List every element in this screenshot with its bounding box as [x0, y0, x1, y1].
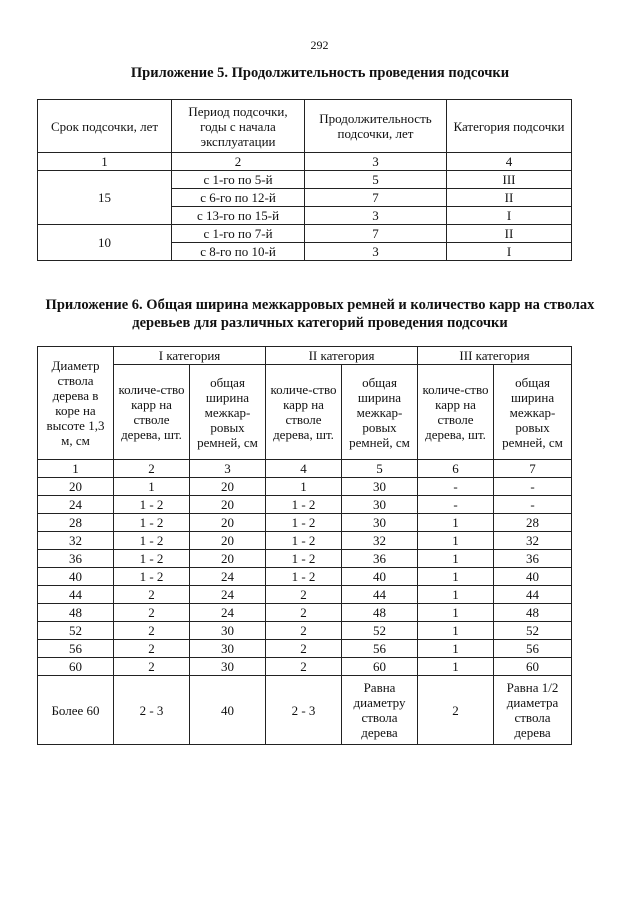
table-cell: 52: [342, 622, 418, 640]
table-row: [38, 171, 572, 189]
table-cell: 52: [38, 622, 114, 640]
table-cell: 36: [494, 550, 572, 568]
table-cell: 1: [418, 586, 494, 604]
table-cell: 1: [418, 550, 494, 568]
appendix6-title: Приложение 6. Общая ширина межкарровых ремней и количество карр на стволах деревьев для различных категорий проведения подсочки: [45, 297, 595, 331]
column-number: 1: [38, 460, 114, 478]
table-row: [38, 658, 572, 676]
term-cell: 10: [38, 225, 172, 261]
table-cell: 30: [190, 658, 266, 676]
table-cell: 2: [114, 658, 190, 676]
category-header: II категория: [266, 347, 418, 365]
count-subheader: количе-ство карр на стволе дерева, шт.: [114, 365, 190, 460]
column-number: 3: [305, 153, 447, 171]
table-cell: 2: [418, 676, 494, 745]
belt-width-table: [37, 346, 572, 745]
table-cell: 24: [38, 496, 114, 514]
table-cell: 1 - 2: [114, 514, 190, 532]
table-cell: 30: [342, 478, 418, 496]
table-cell: 44: [38, 586, 114, 604]
table-cell: 1: [114, 478, 190, 496]
duration-cell: 5: [305, 171, 447, 189]
term-cell: 15: [38, 171, 172, 225]
table-cell: 32: [38, 532, 114, 550]
table-row: [38, 622, 572, 640]
column-number: 1: [38, 153, 172, 171]
table-cell: 32: [494, 532, 572, 550]
table-cell: 2: [114, 586, 190, 604]
table-cell: 1: [418, 622, 494, 640]
table-cell: 40: [38, 568, 114, 586]
column-number: 7: [494, 460, 572, 478]
table-cell: 1: [266, 478, 342, 496]
table-cell: 20: [190, 514, 266, 532]
table-cell: 30: [342, 514, 418, 532]
table-row: [38, 514, 572, 532]
column-number: 6: [418, 460, 494, 478]
table-row: [38, 532, 572, 550]
width-subheader: общая ширина межкар-ровых ремней, см: [494, 365, 572, 460]
table-cell: 24: [190, 586, 266, 604]
table-cell: 30: [190, 622, 266, 640]
table-cell: 1: [418, 640, 494, 658]
table-cell: 2: [114, 604, 190, 622]
table-cell: 32: [342, 532, 418, 550]
table-cell: 40: [342, 568, 418, 586]
table-cell: 40: [494, 568, 572, 586]
period-cell: с 1-го по 7-й: [172, 225, 305, 243]
period-cell: с 8-го по 10-й: [172, 243, 305, 261]
period-cell: с 1-го по 5-й: [172, 171, 305, 189]
table-cell: 56: [38, 640, 114, 658]
table-cell: 1 - 2: [266, 532, 342, 550]
table-cell: 1: [418, 604, 494, 622]
table-cell: 2: [266, 604, 342, 622]
duration-cell: 3: [305, 243, 447, 261]
table-cell: 40: [190, 676, 266, 745]
count-subheader: количе-ство карр на стволе дерева, шт.: [266, 365, 342, 460]
period-cell: с 6-го по 12-й: [172, 189, 305, 207]
table-cell: 60: [342, 658, 418, 676]
header-cell: Период подсочки, годы с начала эксплуатации: [172, 100, 305, 153]
table-row: [38, 604, 572, 622]
column-number: 3: [190, 460, 266, 478]
category-cell: II: [447, 189, 572, 207]
table-cell: 60: [494, 658, 572, 676]
period-cell: с 13-го по 15-й: [172, 207, 305, 225]
table-row: [38, 225, 572, 243]
table-cell: Равна 1/2 диаметра ствола дерева: [494, 676, 572, 745]
table-cell: 60: [38, 658, 114, 676]
table-cell: 1 - 2: [266, 496, 342, 514]
table-cell: 1 - 2: [266, 514, 342, 532]
table-row: [38, 478, 572, 496]
table-cell: 28: [38, 514, 114, 532]
table-cell: 1 - 2: [114, 550, 190, 568]
table-cell: 20: [38, 478, 114, 496]
page-number: 292: [310, 38, 329, 52]
duration-table: [37, 99, 572, 261]
table-cell: 30: [342, 496, 418, 514]
table-cell: 1 - 2: [114, 568, 190, 586]
table-row: [38, 640, 572, 658]
table-row: [38, 586, 572, 604]
header-cell: Срок подсочки, лет: [38, 100, 172, 153]
table-cell: -: [494, 478, 572, 496]
width-subheader: общая ширина межкар-ровых ремней, см: [342, 365, 418, 460]
table-cell: 2 - 3: [114, 676, 190, 745]
table-cell: 28: [494, 514, 572, 532]
column-number: 5: [342, 460, 418, 478]
column-number: 4: [266, 460, 342, 478]
table-cell: 20: [190, 496, 266, 514]
table-cell: 20: [190, 550, 266, 568]
table-cell: 2: [266, 640, 342, 658]
table-cell: 52: [494, 622, 572, 640]
table-cell: 2: [266, 586, 342, 604]
duration-cell: 3: [305, 207, 447, 225]
width-subheader: общая ширина межкар-ровых ремней, см: [190, 365, 266, 460]
table-row: [38, 568, 572, 586]
table-cell: Равна диаметру ствола дерева: [342, 676, 418, 745]
table-cell: 2: [266, 658, 342, 676]
table-cell: 56: [494, 640, 572, 658]
table-cell: 2: [114, 622, 190, 640]
table-cell: 1: [418, 514, 494, 532]
duration-cell: 7: [305, 225, 447, 243]
category-header: I категория: [114, 347, 266, 365]
table-cell: 1: [418, 568, 494, 586]
header-cell: Категория подсочки: [447, 100, 572, 153]
table-cell: 36: [38, 550, 114, 568]
table-cell: 2: [266, 622, 342, 640]
table-cell: 24: [190, 568, 266, 586]
column-number: 2: [172, 153, 305, 171]
table-cell: -: [418, 496, 494, 514]
table-cell: 1 - 2: [114, 532, 190, 550]
table-row-last: [38, 676, 572, 745]
category-cell: II: [447, 225, 572, 243]
appendix5-title: Приложение 5. Продолжительность проведения подсочки: [130, 65, 510, 81]
table-cell: 20: [190, 532, 266, 550]
table-cell: Более 60: [38, 676, 114, 745]
table-row: [38, 550, 572, 568]
category-cell: I: [447, 243, 572, 261]
category-cell: I: [447, 207, 572, 225]
table-cell: 1 - 2: [266, 550, 342, 568]
table-cell: 24: [190, 604, 266, 622]
table-cell: 48: [38, 604, 114, 622]
table-cell: 1: [418, 532, 494, 550]
table-cell: -: [494, 496, 572, 514]
subheader-row: [38, 365, 572, 460]
diameter-header: Диаметр ствола дерева в коре на высоте 1,3 м, см: [38, 347, 114, 460]
category-header-row: [38, 347, 572, 365]
table-cell: 1 - 2: [114, 496, 190, 514]
header-row: [38, 100, 572, 153]
table-cell: -: [418, 478, 494, 496]
table-cell: 20: [190, 478, 266, 496]
table-cell: 44: [494, 586, 572, 604]
duration-cell: 7: [305, 189, 447, 207]
table-cell: 56: [342, 640, 418, 658]
count-subheader: количе-ство карр на стволе дерева, шт.: [418, 365, 494, 460]
category-cell: III: [447, 171, 572, 189]
table-cell: 48: [494, 604, 572, 622]
column-number-row: [38, 153, 572, 171]
table-cell: 2 - 3: [266, 676, 342, 745]
table-row: [38, 496, 572, 514]
table-cell: 1 - 2: [266, 568, 342, 586]
table-cell: 36: [342, 550, 418, 568]
table-cell: 30: [190, 640, 266, 658]
category-header: III категория: [418, 347, 572, 365]
table-cell: 2: [114, 640, 190, 658]
column-number-row: [38, 460, 572, 478]
table-cell: 44: [342, 586, 418, 604]
column-number: 2: [114, 460, 190, 478]
column-number: 4: [447, 153, 572, 171]
table-cell: 48: [342, 604, 418, 622]
table-cell: 1: [418, 658, 494, 676]
header-cell: Продолжительность подсочки, лет: [305, 100, 447, 153]
